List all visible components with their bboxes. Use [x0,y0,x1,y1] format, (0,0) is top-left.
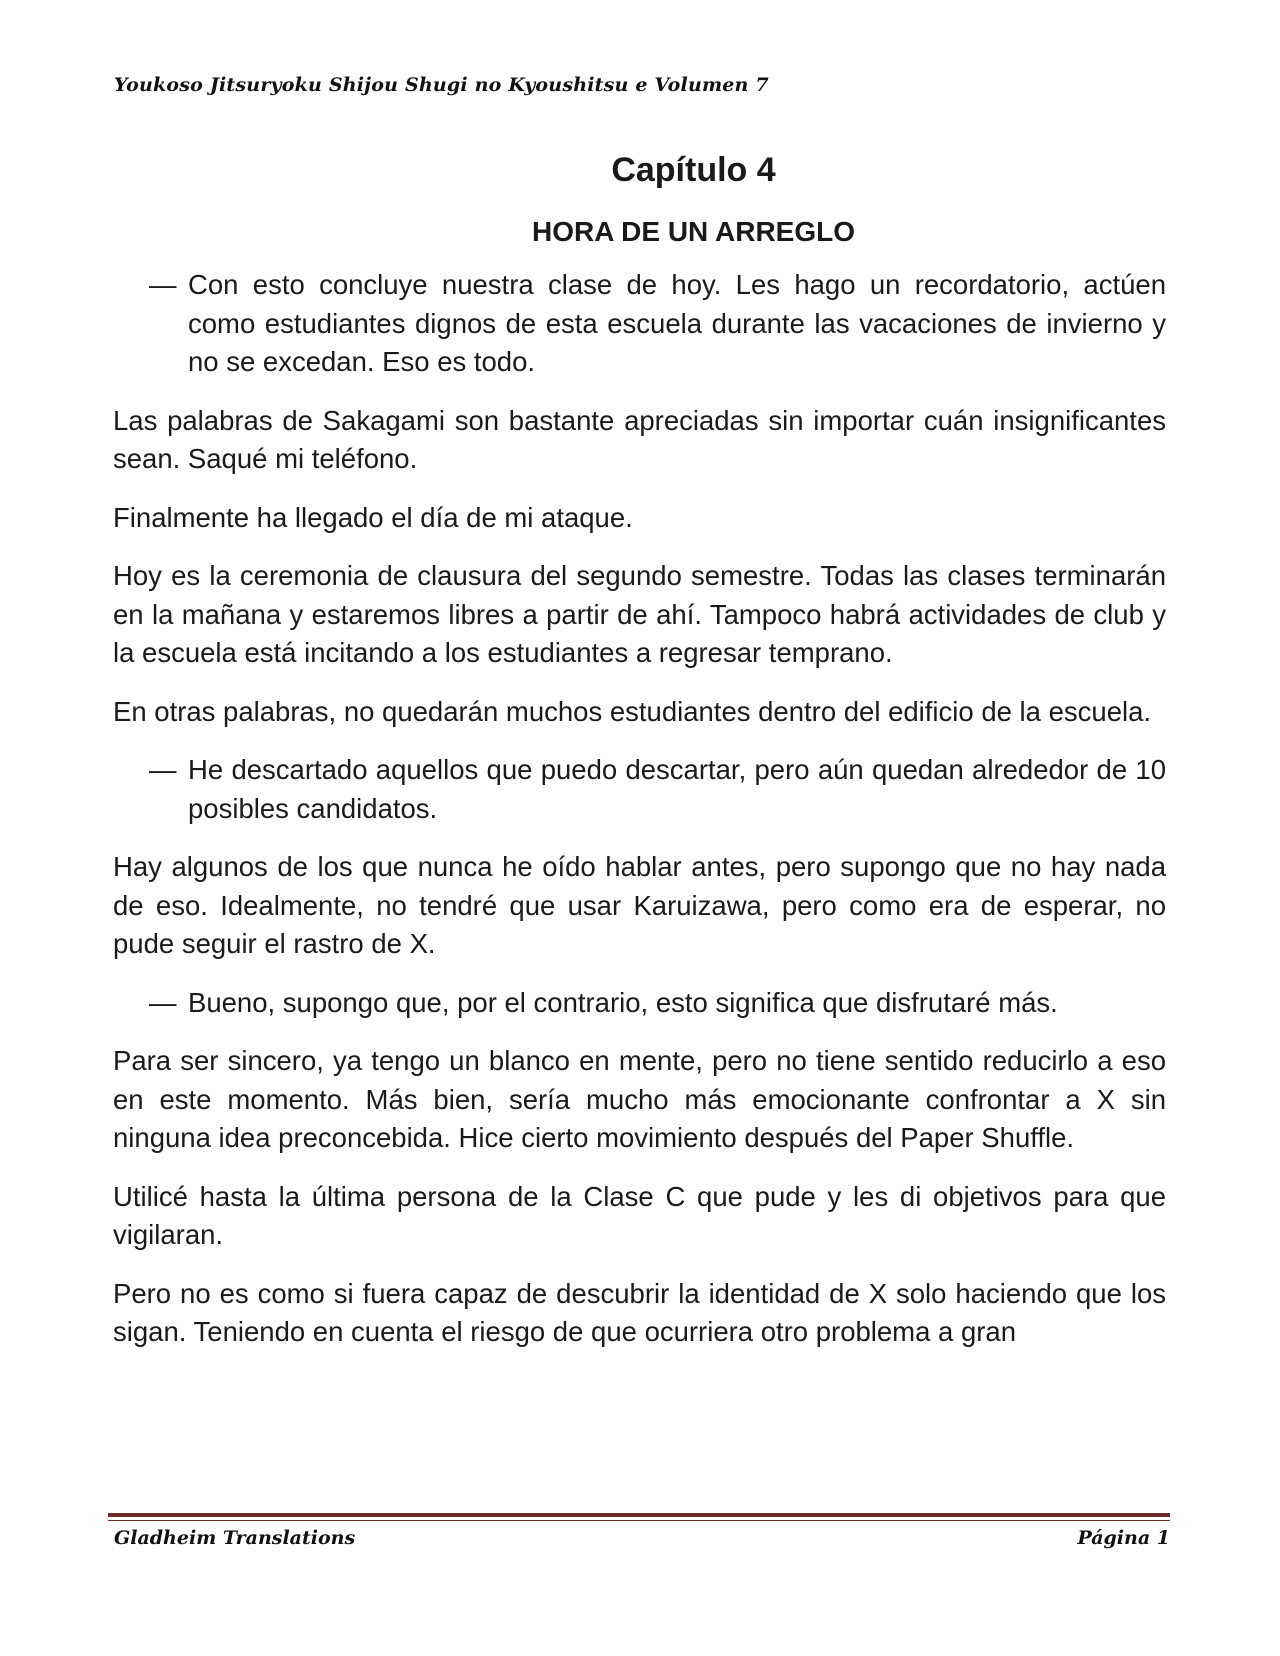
narration-paragraph: Las palabras de Sakagami son bastante apreciadas sin importar cuán insignificantes sean. Saqué mi teléfono. [113,404,1166,474]
footer-divider [108,1513,1170,1517]
narration-paragraph: Hoy es la ceremonia de clausura del segundo semestre. Todas las clases terminarán en la mañana y estaremos libres a partir de ahí. Tampoco habrá actividades de club y la escuela está incitando a los estudiantes a regresar temprano. [113,560,1166,668]
dialogue-paragraph [113,984,1166,1023]
paragraph-text: Bueno, supongo que, por el contrario, esto significa que disfrutaré más. [188,986,1058,1018]
paragraph-text: Con esto concluye nuestra clase de hoy. Les hago un recordatorio, actúen como estudiantes dignos de esta escuela durante las vacaciones de invierno y no se excedan. Eso es todo. [188,269,1166,377]
dialogue-dash: — [149,754,177,785]
chapter-subtitle: HORA DE UN ARREGLO [531,216,856,247]
dialogue-dash: — [149,269,177,300]
narration-paragraph: Finalmente ha llegado el día de mi ataque. [113,501,633,533]
narration-paragraph: En otras palabras, no quedarán muchos estudiantes dentro del edificio de la escuela. [113,695,1152,727]
narration-paragraph: Para ser sincero, ya tengo un blanco en mente, pero no tiene sentido reducirlo a eso en este momento. Más bien, sería mucho más emocionante confrontar a X sin ninguna idea preconcebida. Hice cierto movimiento después del Paper Shuffle. [113,1045,1166,1153]
page-body [113,148,1166,1372]
dialogue-dash: — [149,986,177,1018]
dialogue-paragraph [113,266,1166,382]
footer-translator-credit: Gladheim Translations [114,1527,356,1549]
dialogue-paragraph [113,751,1166,828]
narration-paragraph: Utilicé hasta la última persona de la Clase C que pude y les di objetivos para que vigilaran. [113,1180,1166,1250]
footer-divider-thin [108,1520,1170,1521]
chapter-title: Capítulo 4 [611,151,776,189]
footer-page-number: Página 1 [1077,1527,1170,1549]
narration-paragraph: Hay algunos de los que nunca he oído hablar antes, pero supongo que no hay nada de eso. Idealmente, no tendré que usar Karuizawa, pero como era de esperar, no pude seguir el rastro de X. [113,851,1166,959]
paragraph-text: He descartado aquellos que puedo descartar, pero aún quedan alrededor de 10 posibles candidatos. [188,754,1166,824]
running-header-title: Youkoso Jitsuryoku Shijou Shugi no Kyoushitsu e Volumen 7 [114,74,769,96]
narration-paragraph: Pero no es como si fuera capaz de descubrir la identidad de X solo haciendo que los sigan. Teniendo en cuenta el riesgo de que ocurriera otro problema a gran [113,1277,1166,1347]
